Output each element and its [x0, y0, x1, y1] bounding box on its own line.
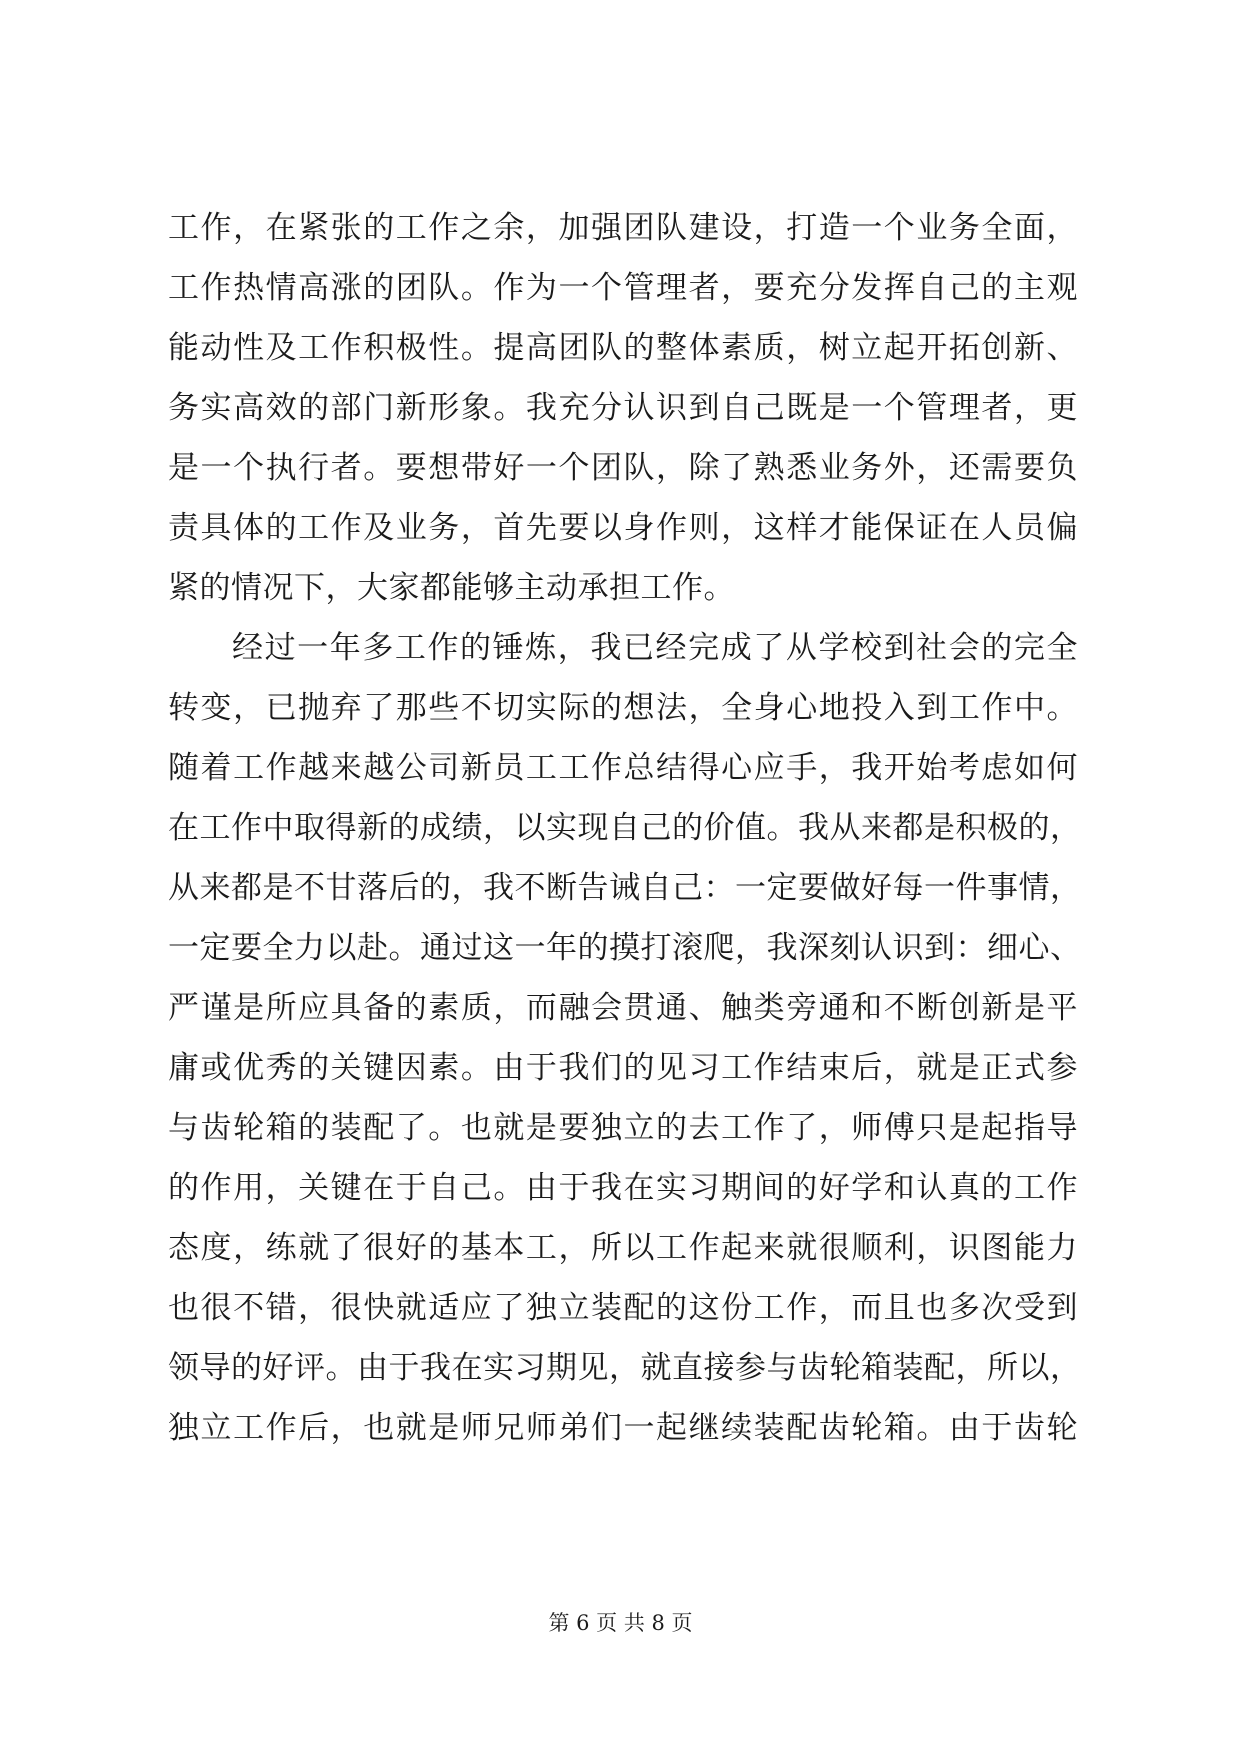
paragraph-2-line-13: 领导的好评。由于我在实习期见，就直接参与齿轮箱装配，所以， [168, 1350, 1082, 1386]
paragraph-2-line-7: 严谨是所应具备的素质，而融会贯通、触类旁通和不断创新是平 [168, 990, 1078, 1026]
paragraph-1-line-5: 是一个执行者。要想带好一个团队，除了熟悉业务外，还需要负 [168, 450, 1078, 486]
paragraph-2-line-1: 经过一年多工作的锤炼，我已经完成了从学校到社会的完全 [232, 630, 1078, 666]
paragraph-2-line-6: 一定要全力以赴。通过这一年的摸打滚爬，我深刻认识到：细心、 [168, 930, 1082, 966]
paragraph-2-line-12: 也很不错，很快就适应了独立装配的这份工作，而且也多次受到 [168, 1290, 1078, 1326]
paragraph-2-line-10: 的作用，关键在于自己。由于我在实习期间的好学和认真的工作 [168, 1170, 1078, 1206]
paragraph-2-line-3: 随着工作越来越公司新员工工作总结得心应手，我开始考虑如何 [168, 750, 1078, 786]
paragraph-1-line-2: 工作热情高涨的团队。作为一个管理者，要充分发挥自己的主观 [168, 270, 1078, 306]
paragraph-2-line-4: 在工作中取得新的成绩，以实现自己的价值。我从来都是积极的， [168, 810, 1082, 846]
paragraph-2-line-11: 态度，练就了很好的基本工，所以工作起来就很顺利，识图能力 [168, 1230, 1078, 1266]
paragraph-2-line-2: 转变，已抛弃了那些不切实际的想法，全身心地投入到工作中。 [168, 690, 1078, 726]
paragraph-2-line-14: 独立工作后，也就是师兄师弟们一起继续装配齿轮箱。由于齿轮 [168, 1410, 1078, 1446]
paragraph-1-line-7: 紧的情况下，大家都能够主动承担工作。 [168, 570, 735, 606]
paragraph-1-line-1: 工作，在紧张的工作之余，加强团队建设，打造一个业务全面， [168, 210, 1078, 246]
page-number-footer: 第 6 页 共 8 页 [548, 1611, 693, 1635]
paragraph-1-line-6: 责具体的工作及业务，首先要以身作则，这样才能保证在人员偏 [168, 510, 1078, 546]
paragraph-2-line-8: 庸或优秀的关键因素。由于我们的见习工作结束后，就是正式参 [168, 1050, 1078, 1086]
paragraph-2-line-5: 从来都是不甘落后的，我不断告诫自己：一定要做好每一件事情， [168, 870, 1082, 906]
body-text [168, 198, 1082, 1458]
paragraph-1-line-3: 能动性及工作积极性。提高团队的整体素质，树立起开拓创新、 [168, 330, 1078, 366]
paragraph-2-line-9: 与齿轮箱的装配了。也就是要独立的去工作了，师傅只是起指导 [168, 1110, 1078, 1146]
paragraph-1-line-4: 务实高效的部门新形象。我充分认识到自己既是一个管理者，更 [168, 390, 1078, 426]
